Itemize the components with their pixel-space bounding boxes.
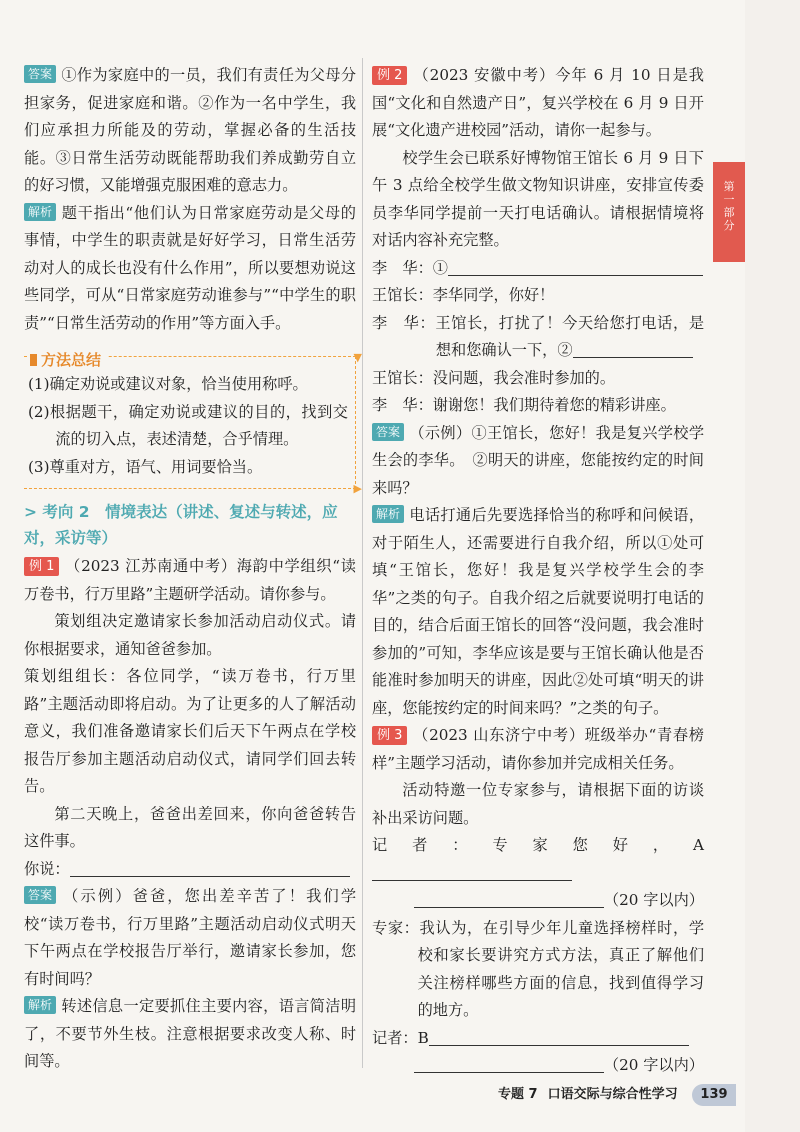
arrow-right-icon: ▶ xyxy=(353,482,362,495)
expert-answer: 专家：我认为，在引导少年儿童选择榜样时，学校和家长要讲究方式方法，真正了解他们关注榜样哪些方面的信息，找到值得学习的地方。 xyxy=(372,918,704,1019)
example-3: 例 3 （2023 山东济宁中考）班级举办“青春榜样”主题学习活动，请你参加并完成相关任务。 xyxy=(372,726,704,772)
method-item-1: (1)确定劝说或建议对象，恰当使用称呼。 xyxy=(28,375,308,393)
analysis-tag: 解析 xyxy=(24,203,56,221)
blank-a-2 xyxy=(414,889,604,908)
method-item-2: (2)根据题干，确定劝说或建议的目的，找到交流的切入点，表述清楚，合乎情理。 xyxy=(28,402,348,448)
answer-tag: 答案 xyxy=(24,886,56,904)
dialogue-2: 王馆长：李华同学，你好！ xyxy=(372,286,555,304)
dialogue-5: 李 华：谢谢您！我们期待着您的精彩讲座。 xyxy=(372,396,676,414)
dialogue-1: 李 华：① xyxy=(372,255,704,283)
analysis-2: 解析 转述信息一定要抓住主要内容，语言简洁明了，不要节外生枝。注意根据要求改变人称、时间等。 xyxy=(24,997,356,1070)
analysis-1 xyxy=(24,200,356,338)
example-1-para-2: 策划组决定邀请家长参加活动启动仪式。请你根据要求，通知爸爸参加。 xyxy=(24,612,356,658)
method-summary-title: 方法总结 xyxy=(28,349,107,371)
answer-blank xyxy=(70,858,350,877)
example-tag: 例 3 xyxy=(372,726,407,745)
page-footer xyxy=(498,1084,678,1106)
example-1-para-3: 策划组组长：各位同学，“读万卷书，行万里路”主题活动即将启动。为了让更多的人了解活动意义，我们准备邀请家长们后天下午两点在学校报告厅参加主题活动启动仪式，请同学们回去转告。 xyxy=(24,667,356,795)
answer-2: 答案 （示例）爸爸，您出差辛苦了！我们学校“读万卷书，行万里路”主题活动启动仪式明天下午两点在学校报告厅举行，邀请家长参加，您有时间吗？ xyxy=(24,887,356,988)
answer-1-text: ①作为家庭中的一员，我们有责任为父母分担家务，促进家庭和谐。②作为一名中学生，我们应承担力所能及的劳动，掌握必备的生活技能。③日常生活劳动既能帮助我们养成勤劳自立的好习惯，又能增强克服困难的意志力。 xyxy=(24,66,356,194)
analysis-1-text: 题干指出“他们认为日常家庭劳动是父母的事情，中学生的职责就是好好学习，日常生活劳动对人的成长也没有什么作用”，所以要想劝说这些同学，可从“日常家庭劳动谁参与”“中学生的职责”“日常生活劳动的作用”等方面入手。 xyxy=(24,203,356,332)
analysis-3: 解析 电话打通后先要选择恰当的称呼和问候语，对于陌生人，还需要进行自我介绍，所以①处可填“王馆长，您好！我是复兴学校学生会的李华”之类的句子。自我介绍之后就要说明打电话的目的，结合后面王馆长的回答“没问题，我会准时参加的”可知，李华应该是要与王馆长确认他是否能准时参加明天的讲座，因此②处可填“明天的讲座，您能按约定的时间来吗？”之类的句子。 xyxy=(372,506,704,717)
blank-2 xyxy=(573,339,693,358)
blank-b-2 xyxy=(414,1054,604,1073)
bookmark-icon xyxy=(30,354,37,366)
footer-topic: 专题 7 xyxy=(498,1087,538,1102)
section-heading: > 考向 2 情境表达（讲述、复述与转述，应对，采访等） xyxy=(24,503,338,547)
example-2: 例 2 （2023 安徽中考）今年 6 月 10 日是我国“文化和自然遗产日”，复兴学校在 6 月 9 日开展“文化遗产进校园”活动，请你一起参与。 xyxy=(372,66,704,139)
answer-tag: 答案 xyxy=(24,65,56,83)
part-side-tab: 第一部分 xyxy=(713,162,745,262)
page-edge xyxy=(745,0,800,1132)
answer-3: 答案 （示例）①王馆长，您好！我是复兴学校学生会的李华。 ②明天的讲座，您能按约定的时间来吗？ xyxy=(372,423,704,497)
reporter-2: 记者：B xyxy=(372,1025,704,1053)
answer-tag: 答案 xyxy=(372,423,404,441)
example-1-para-4: 第二天晚上，爸爸出差回来，你向爸爸转告这件事。 xyxy=(24,804,356,850)
example-tag: 例 2 xyxy=(372,66,407,85)
analysis-tag: 解析 xyxy=(372,505,404,523)
blank-b xyxy=(429,1027,689,1046)
example-1: 例 1 （2023 江苏南通中考）海韵中学组织“读万卷书，行万里路”主题研学活动。请你参与。 xyxy=(24,557,356,603)
dialogue-3: 李 华：王馆长，打扰了！今天给您打电话，是想和您确认一下，② xyxy=(372,313,704,359)
example-2-para-2: 校学生会已联系好博物馆王馆长 6 月 9 日下午 3 点给全校学生做文物知识讲座，安排宣传委员李华同学提前一天打电话确认。请根据情境将对话内容补充完整。 xyxy=(372,148,704,249)
answer-1 xyxy=(24,62,356,200)
column-divider xyxy=(362,58,363,1068)
dialogue-4: 王馆长：没问题，我会准时参加的。 xyxy=(372,368,615,387)
blank-a xyxy=(372,862,572,881)
left-column xyxy=(24,62,362,1076)
reporter-1: 记者：专家您好，A xyxy=(372,832,704,887)
example-tag: 例 1 xyxy=(24,557,59,576)
method-item-3: (3)尊重对方，语气、用词要恰当。 xyxy=(28,457,263,476)
right-column xyxy=(372,62,704,1080)
page-number: 139 xyxy=(692,1084,736,1106)
arrow-down-icon: ▼ xyxy=(353,351,362,364)
example-3-para-2: 活动特邀一位专家参与，请根据下面的访谈补出采访问题。 xyxy=(372,781,704,827)
limit-1-line: （20 字以内） xyxy=(372,887,704,915)
you-say-line: 你说： xyxy=(24,856,356,884)
footer-title: 口语交际与综合性学习 xyxy=(547,1087,678,1102)
blank-1 xyxy=(448,257,703,276)
analysis-tag: 解析 xyxy=(24,996,56,1014)
method-summary-box xyxy=(24,345,362,495)
limit-2-line: （20 字以内） xyxy=(372,1052,704,1080)
